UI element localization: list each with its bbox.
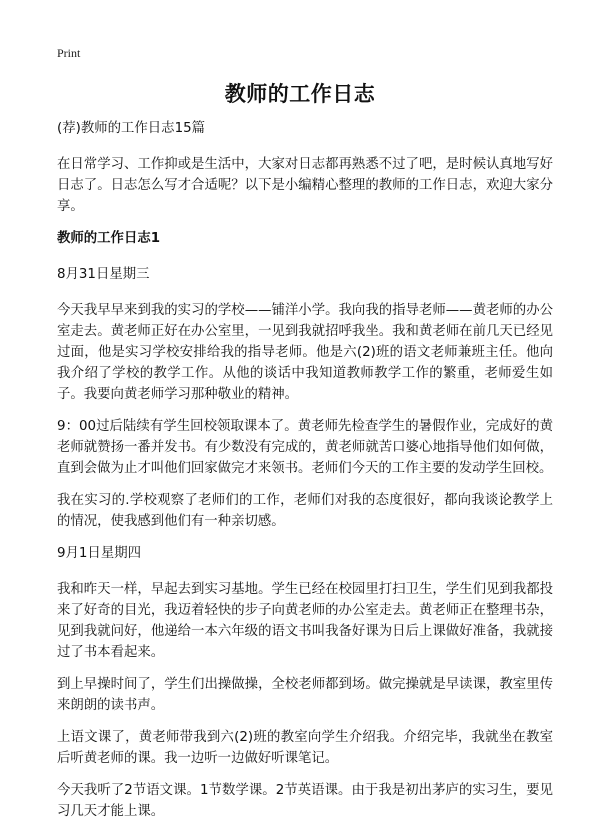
intro-paragraph: 在日常学习、工作抑或是生活中，大家对日志都再熟悉不过了吧，是时候认真地写好日志了。日志怎么写才合适呢？以下是小编精心整理的教师的工作日志，欢迎大家分享。 [57,157,553,214]
entry-paragraph: 今天我听了2节语文课。1节数学课。2节英语课。由于我是初出茅庐的实习生，要见习几天才能上课。 [57,783,553,819]
entry-date: 8月31日星期三 [57,267,150,282]
page-title: 教师的工作日志 [224,82,376,106]
document-body [57,118,553,833]
entry-paragraph: 今天我早早来到我的实习的学校——铺洋小学。我向我的指导老师——黄老师的办公室走去。黄老师正好在办公室里，一见到我就招呼我坐。我和黄老师在前几天已经见过面，他是实习学校安排给我的指导老师。他是六(2)班的语文老师兼班主任。他向我介绍了学校的教学工作。从他的谈话中我知道教师教学工作的繁重，老师爱生如子。我要向黄老师学习那种敬业的精神。 [57,303,553,402]
entry-paragraph: 我和昨天一样，早起去到实习基地。学生已经在校园里打扫卫生，学生们见到我都投来了好奇的目光，我迈着轻快的步子向黄老师的办公室走去。黄老师正在整理书杂，见到我就问好，他递给一本六年级的语文书叫我备好课为日后上课做好准备，我就接过了书本看起来。 [57,582,553,660]
entry-paragraph: 9：00过后陆续有学生回校领取课本了。黄老师先检查学生的暑假作业，完成好的黄老师就赞扬一番并发书。有少数没有完成的，黄老师就苦口婆心地指导他们如何做，直到会做为止才叫他们回家做完才来领书。老师们今天的工作主要的发动学生回校。 [57,419,553,476]
document-subtitle: (荐)教师的工作日志15篇 [57,121,206,136]
print-link[interactable]: Print [57,46,81,60]
section-heading: 教师的工作日志1 [57,231,161,246]
entry-paragraph: 上语文课了，黄老师带我到六(2)班的教室向学生介绍我。介绍完毕，我就坐在教室后听黄老师的课。我一边听一边做好听课笔记。 [57,730,553,766]
entry-paragraph: 我在实习的.学校观察了老师们的工作，老师们对我的态度很好，都向我谈论教学上的情况，使我感到他们有一种亲切感。 [57,493,553,529]
entry-paragraph: 到上早操时间了，学生们出操做操，全校老师都到场。做完操就是早读课，教室里传来朗朗的读书声。 [57,677,553,713]
entry-date: 9月1日星期四 [57,546,141,561]
